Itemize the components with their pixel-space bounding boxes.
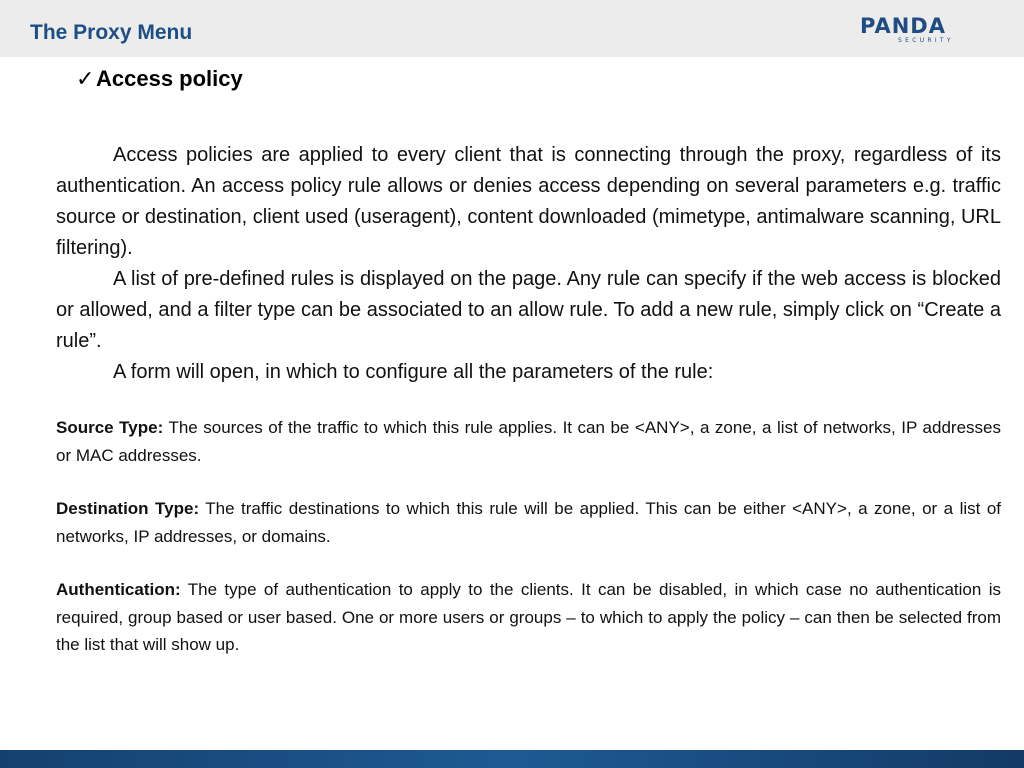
checkmark-icon: ✓ (76, 66, 95, 91)
logo-subtext: SECURITY (898, 37, 954, 44)
logo-wordmark: PANDA (860, 14, 946, 38)
section-heading (76, 66, 243, 92)
item-label: Source Type: (56, 418, 164, 437)
section-heading-text: Access policy (96, 66, 243, 91)
paragraph-form: A form will open, in which to configure all the parameters of the rule: (113, 361, 714, 383)
item-label: Destination Type: (56, 499, 200, 518)
item-text: The type of authentication to apply to the clients. It can be disabled, in which case no authentication is required, group based or user based. One or more users or groups – to which to apply the policy – can then be selected from the list that will show up. (56, 580, 1001, 654)
item-text: The traffic destinations to which this rule will be applied. This can be either <ANY>, a zone, or a list of networks, IP addresses, or domains. (56, 499, 1001, 546)
slide-body (56, 140, 1001, 659)
item-text: The sources of the traffic to which this rule applies. It can be <ANY>, a zone, a list of networks, IP addresses or MAC addresses. (56, 418, 1001, 465)
item-source-type (56, 414, 1001, 469)
item-destination-type (56, 495, 1001, 550)
paragraph-intro: Access policies are applied to every client that is connecting through the proxy, regardless of its authentication. An access policy rule allows or denies access depending on several parameters e.g. traffic source or destination, client used (useragent), content downloaded (mimetype, antimalware scanning, URL filtering). (56, 144, 1001, 259)
paragraph-rules-list: A list of pre-defined rules is displayed on the page. Any rule can specify if the web access is blocked or allowed, and a filter type can be associated to an allow rule. To add a new rule, simply click on “Create a rule”. (56, 268, 1001, 352)
footer-bar (0, 750, 1024, 768)
slide-title: The Proxy Menu (30, 21, 193, 44)
header-bar (0, 0, 1024, 57)
item-label: Authentication: (56, 580, 181, 599)
item-authentication (56, 576, 1001, 659)
panda-security-logo (860, 14, 972, 46)
